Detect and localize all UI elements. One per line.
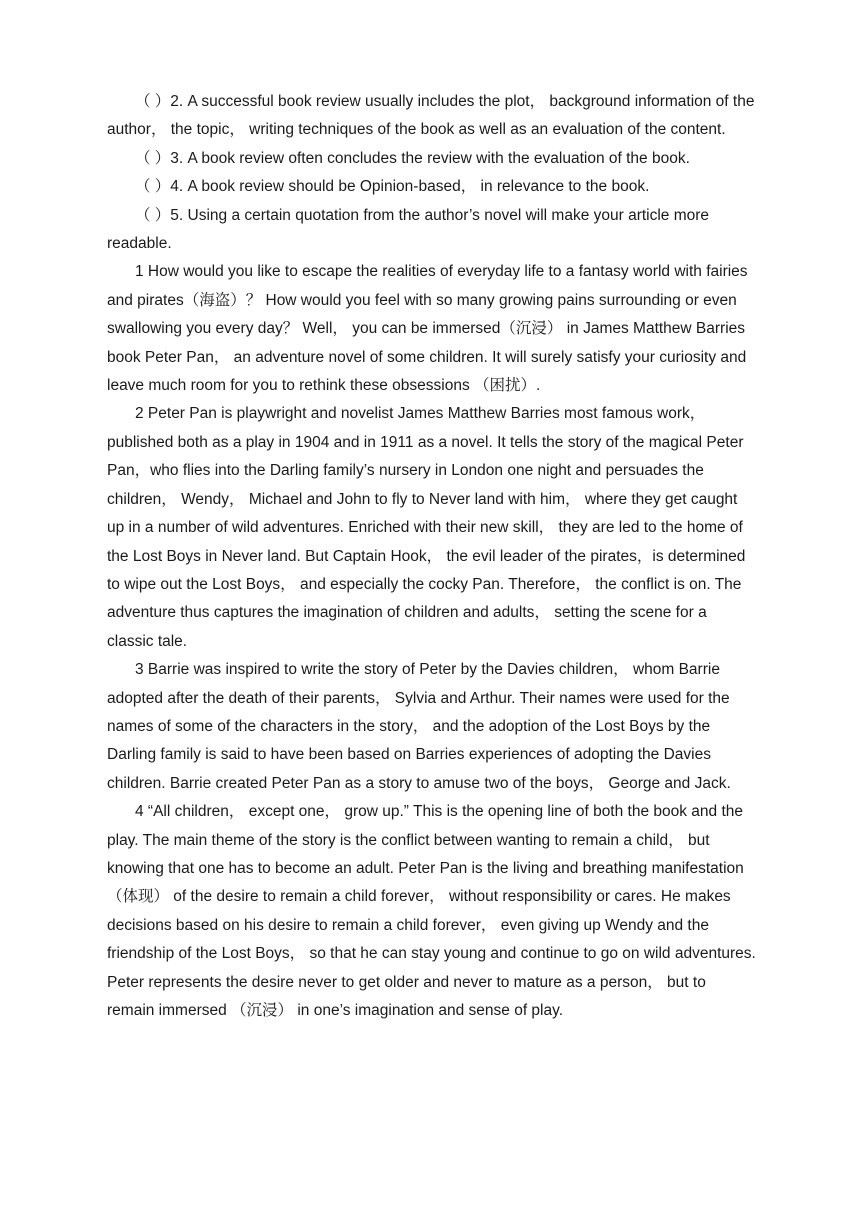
article-paragraph-2: 2 Peter Pan is playwright and novelist James Matthew Barries most famous work，published both as a play in 1904 and in 1911 as a novel. It tells the story of the magical Peter Pan，who flies into the Darling family’s nursery in London one night and persuades the children， Wendy， Michael and John to fly to Never land with him， where they get caught up in a number of wild adventures. Enriched with their new skill， they are led to the home of the Lost Boys in Never land. But Captain Hook， the evil leader of the pirates，is determined to wipe out the Lost Boys， and especially the cocky Pan. Therefore， the conflict is on. The adventure thus captures the imagination of children and adults， setting the scene for a classic tale. [107,405,746,650]
article-paragraph-1: 1 How would you like to escape the realities of everyday life to a fantasy world with fairies and pirates（海盗）？ How would you feel with so many growing pains surrounding or even swallowing you every day？ Well， you can be immersed（沉浸） in James Matthew Barries book Peter Pan， an adventure novel of some children. It will surely satisfy your curiosity and leave much room for you to rethink these obsessions （困扰）. [107,263,748,395]
question-3: （ ）3. A book review often concludes the review with the evaluation of the book. [135,149,690,167]
question-2: （ ）2. A successful book review usually includes the plot， background information of the author， the topic， writing techniques of the book as well as an evaluation of the content. [107,93,755,139]
article-paragraph-3: 3 Barrie was inspired to write the story of Peter by the Davies children， whom Barrie adopted after the death of their parents， Sylvia and Arthur. Their names were used for the names of some of the characters in the story， and the adoption of the Lost Boys by the Darling family is said to have been based on Barries experiences of adopting the Davies children. Barrie created Peter Pan as a story to amuse two of the boys， George and Jack. [107,661,731,792]
article-paragraph-4: 4 “All children， except one， grow up.” This is the opening line of both the book and the play. The main theme of the story is the conflict between wanting to remain a child， but knowing that one has to become an adult. Peter Pan is the living and breathing manifestation （体现） of the desire to remain a child forever， without responsibility or cares. He makes decisions based on his desire to remain a child forever， even giving up Wendy and the friendship of the Lost Boys， so that he can stay young and continue to go on wild adventures. Peter represents the desire never to get older and never to mature as a person， but to remain immersed （沉浸） in one’s imagination and sense of play. [107,803,756,1019]
document-page [107,88,757,1025]
question-4: （ ）4. A book review should be Opinion-based， in relevance to the book. [135,178,650,196]
question-5: （ ）5. Using a certain quotation from the author’s novel will make your article more readable. [107,206,710,253]
